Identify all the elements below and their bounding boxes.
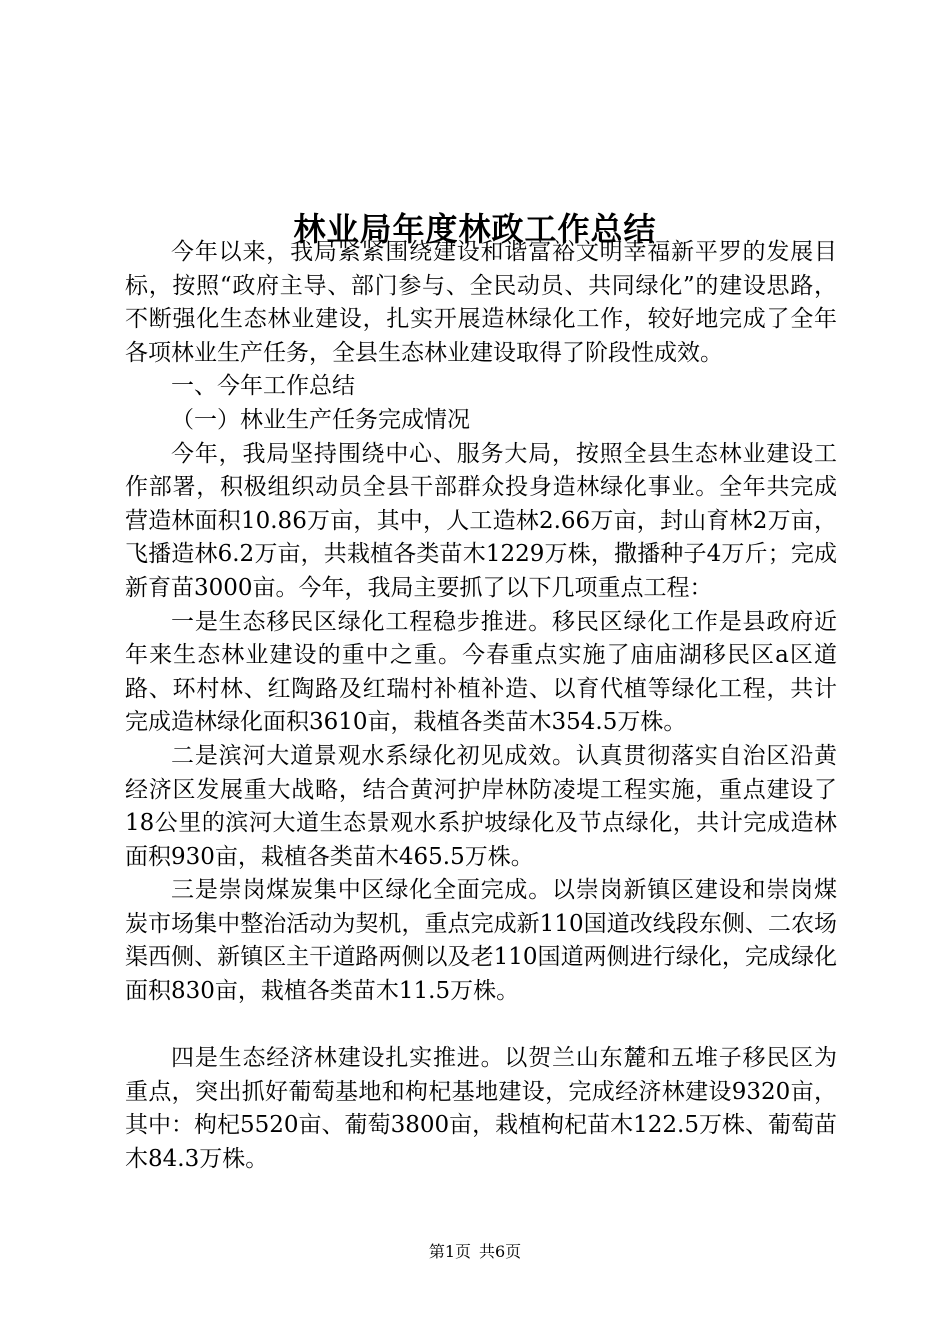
paragraph-project-two: 二是滨河大道景观水系绿化初见成效。认真贯彻落实自治区沿黄经济区发展重大战略，结合黄河护岸林防凌堤工程实施，重点建设了18公里的滨河大道生态景观水系护坡绿化及节点绿化，共计完成造林面积930亩，栽植各类苗木465.5万株。 bbox=[125, 742, 837, 870]
paragraph-project-one: 一是生态移民区绿化工程稳步推进。移民区绿化工作是县政府近年来生态林业建设的重中之重。今春重点实施了庙庙湖移民区a区道路、环村林、红陶路及红瑞村补植补造、以育代植等绿化工程，共计完成造林绿化面积3610亩，栽植各类苗木354.5万株。 bbox=[125, 608, 837, 736]
paragraph-production-summary: 今年，我局坚持围绕中心、服务大局，按照全县生态林业建设工作部署，积极组织动员全县干部群众投身造林绿化事业。全年共完成营造林面积10.86万亩，其中，人工造林2.66万亩，封山育林2万亩，飞播造林6.2万亩，共栽植各类苗木1229万株，撒播种子4万斤；完成新育苗3000亩。今年，我局主要抓了以下几项重点工程： bbox=[125, 440, 837, 601]
page-number: 第1页 bbox=[428, 1242, 471, 1261]
page-total: 共6页 bbox=[479, 1242, 522, 1261]
paragraph-project-four: 四是生态经济林建设扎实推进。以贺兰山东麓和五堆子移民区为重点，突出抓好葡萄基地和枸杞基地建设，完成经济林建设9320亩，其中：枸杞5520亩、葡萄3800亩，栽植枸杞苗木122.5万株、葡萄苗木84.3万株。 bbox=[125, 1045, 837, 1173]
paragraph-project-three: 三是崇岗煤炭集中区绿化全面完成。以崇岗新镇区建设和崇岗煤炭市场集中整治活动为契机，重点完成新110国道改线段东侧、二农场渠西侧、新镇区主干道路两侧以及老110国道两侧进行绿化，完成绿化面积830亩，栽植各类苗木11.5万株。 bbox=[125, 877, 837, 1005]
page-footer bbox=[0, 1240, 950, 1264]
document-body bbox=[125, 236, 837, 1177]
paragraph-intro: 今年以来，我局紧紧围绕建设和谐富裕文明幸福新平罗的发展目标，按照“政府主导、部门参与、全民动员、共同绿化”的建设思路，不断强化生态林业建设，扎实开展造林绿化工作，较好地完成了全年各项林业生产任务，全县生态林业建设取得了阶段性成效。 bbox=[125, 239, 837, 366]
document-title: 林业局年度林政工作总结 bbox=[293, 210, 657, 249]
subsection-heading: （一）林业生产任务完成情况 bbox=[171, 406, 470, 433]
section-heading: 一、今年工作总结 bbox=[171, 373, 355, 400]
paragraph-spacer bbox=[125, 1009, 837, 1043]
